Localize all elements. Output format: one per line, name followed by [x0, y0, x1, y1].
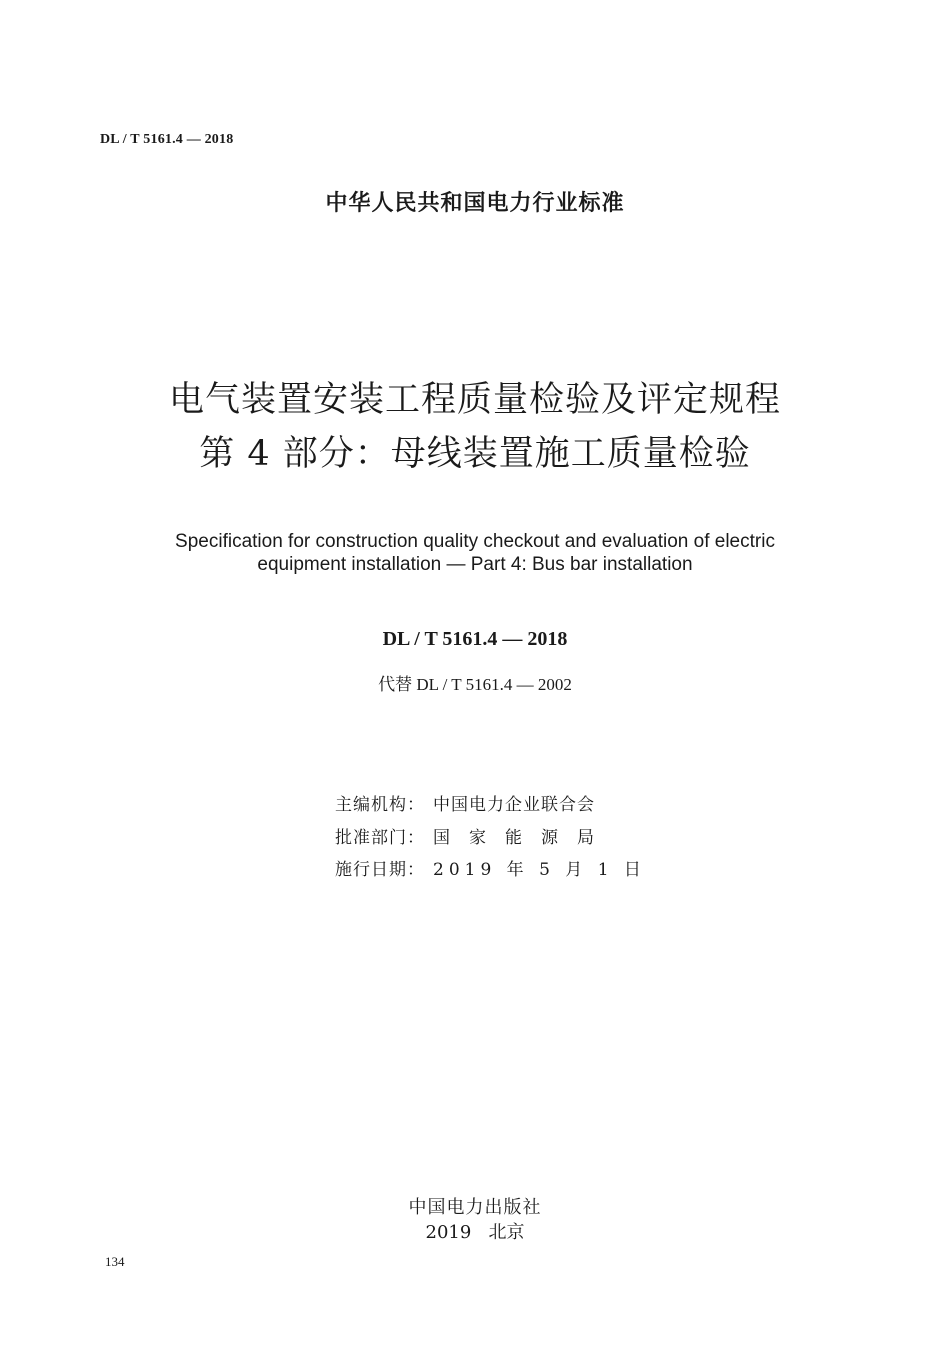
approver-value: 国家能源局	[433, 828, 613, 848]
replaces-standard: 代替 DL / T 5161.4 — 2002	[378, 675, 572, 694]
editor-label: 主编机构：	[335, 795, 425, 815]
page-number: 134	[105, 1254, 125, 1269]
industry-standard-heading: 中华人民共和国电力行业标准	[325, 191, 625, 216]
standard-number: DL / T 5161.4 — 2018	[382, 628, 568, 650]
approval-department-row	[335, 823, 613, 848]
publication-year-place: 2019 北京	[425, 1222, 525, 1243]
document-code-header: DL / T 5161.4 — 2018	[100, 132, 234, 147]
editor-organization-row	[335, 790, 595, 815]
chinese-title-line-2: 第 4 部分：母线装置施工质量检验	[199, 434, 751, 474]
english-title-line-2: equipment installation — Part 4: Bus bar installation	[257, 554, 693, 575]
publisher-name: 中国电力出版社	[408, 1197, 542, 1218]
effective-date-row	[335, 855, 646, 880]
editor-value: 中国电力企业联合会	[433, 795, 595, 815]
effective-date-value: 2019 年 5 月 1 日	[433, 860, 646, 880]
approver-label: 批准部门：	[335, 828, 425, 848]
chinese-title-line-1: 电气装置安装工程质量检验及评定规程	[168, 380, 781, 420]
effective-date-label: 施行日期：	[335, 860, 425, 880]
english-title-line-1: Specification for construction quality checkout and evaluation of electric	[175, 531, 775, 552]
